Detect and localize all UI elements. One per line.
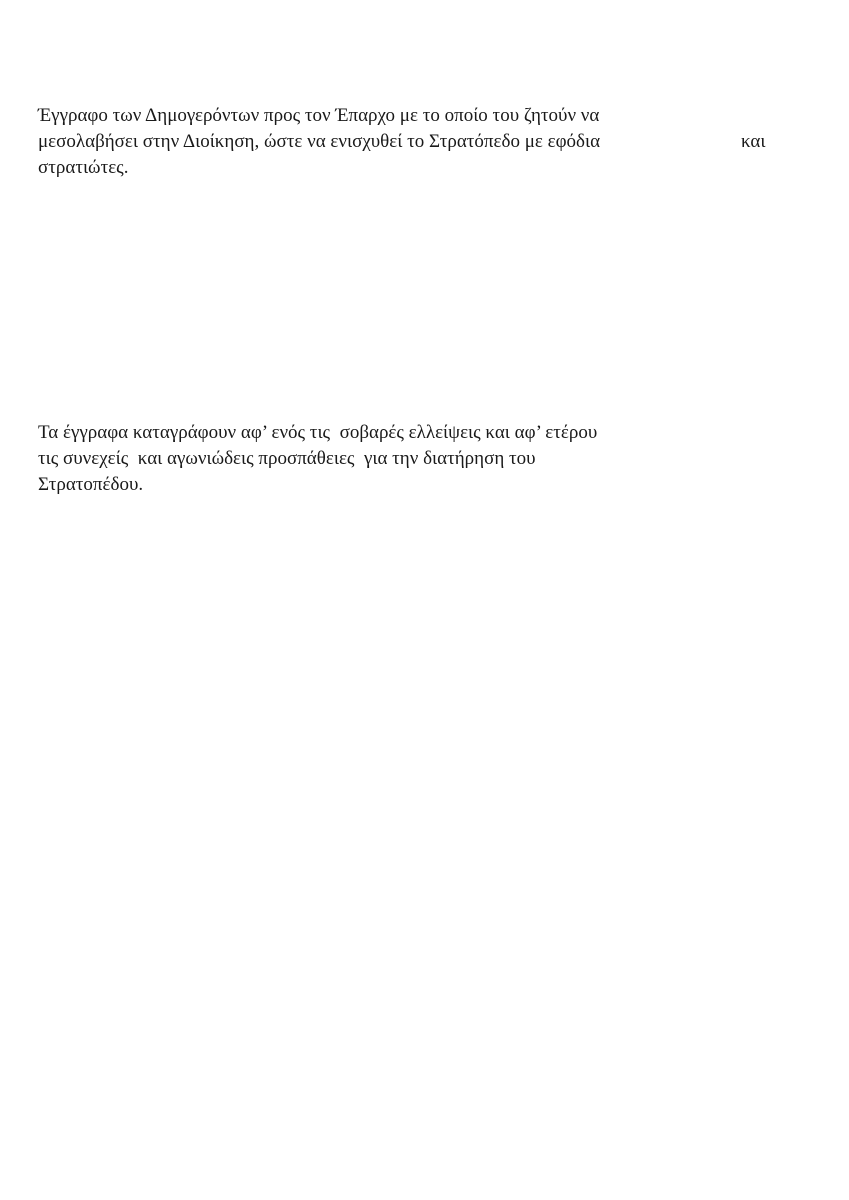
paragraph-line: Έγγραφο των Δημογερόντων προς τον Έπαρχο με το οποίο του ζητούν να [38, 105, 600, 126]
paragraph-line [38, 129, 766, 155]
paragraph-request-document [38, 103, 766, 181]
paragraph-line-text: μεσολαβήσει στην Διοίκηση, ώστε να ενισχυθεί το Στρατόπεδο με εφόδια [38, 131, 601, 152]
paragraph-line: στρατιώτες. [38, 157, 129, 178]
paragraph-documents-summary [38, 420, 597, 498]
paragraph-line: τις συνεχείς και αγωνιώδεις προσπάθειες για την διατήρηση του [38, 448, 536, 469]
paragraph-line: Τα έγγραφα καταγράφουν αφ’ ενός τις σοβαρές ελλείψεις και αφ’ ετέρου [38, 422, 598, 443]
paragraph-line: Στρατοπέδου. [38, 474, 144, 495]
paragraph-line-tail: και [741, 131, 766, 152]
